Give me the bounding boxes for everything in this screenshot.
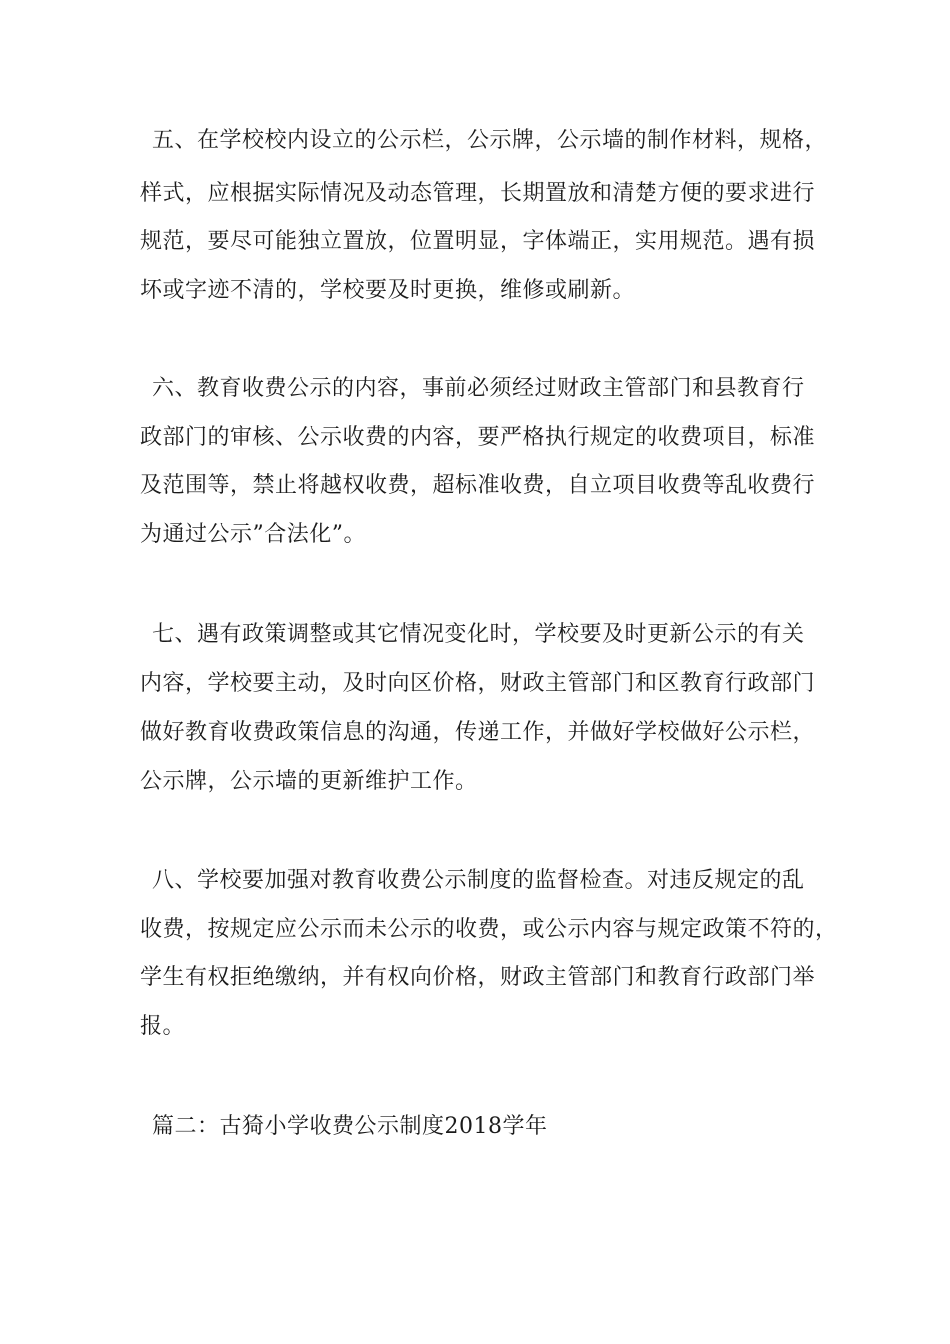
paragraph-line: 收费，按规定应公示而未公示的收费，或公示内容与规定政策不符的， bbox=[140, 917, 838, 942]
paragraph-line: 样式，应根据实际情况及动态管理，长期置放和清楚方便的要求进行 bbox=[140, 181, 816, 206]
paragraph-line: 坏或字迹不清的，学校要及时更换，维修或刷新。 bbox=[140, 278, 636, 303]
paragraph-line: 内容，学校要主动，及时向区价格，财政主管部门和区教育行政部门 bbox=[140, 671, 816, 696]
paragraph-line: 政部门的审核、公示收费的内容，要严格执行规定的收费项目，标准 bbox=[140, 425, 816, 450]
paragraph-line: 六、教育收费公示的内容，事前必须经过财政主管部门和县教育行 bbox=[152, 376, 805, 401]
paragraph-line: 五、在学校校内设立的公示栏，公示牌，公示墙的制作材料，规格， bbox=[152, 128, 828, 153]
paragraph-line: 做好教育收费政策信息的沟通，传递工作，并做好学校做好公示栏， bbox=[140, 720, 816, 745]
paragraph-line: 公示牌，公示墙的更新维护工作。 bbox=[140, 769, 478, 794]
section-heading: 篇二：古猗小学收费公示制度2018学年 bbox=[152, 1114, 548, 1139]
paragraph-line: 七、遇有政策调整或其它情况变化时，学校要及时更新公示的有关 bbox=[152, 622, 805, 647]
paragraph-line: 为通过公示”合法化”。 bbox=[140, 522, 366, 547]
paragraph-line: 及范围等，禁止将越权收费，超标准收费，自立项目收费等乱收费行 bbox=[140, 473, 816, 498]
paragraph-line: 规范，要尽可能独立置放，位置明显，字体端正，实用规范。遇有损 bbox=[140, 229, 816, 254]
paragraph-line: 学生有权拒绝缴纳，并有权向价格，财政主管部门和教育行政部门举 bbox=[140, 965, 816, 990]
paragraph-line: 报。 bbox=[140, 1014, 186, 1039]
paragraph-line: 八、学校要加强对教育收费公示制度的监督检查。对违反规定的乱 bbox=[152, 868, 805, 893]
